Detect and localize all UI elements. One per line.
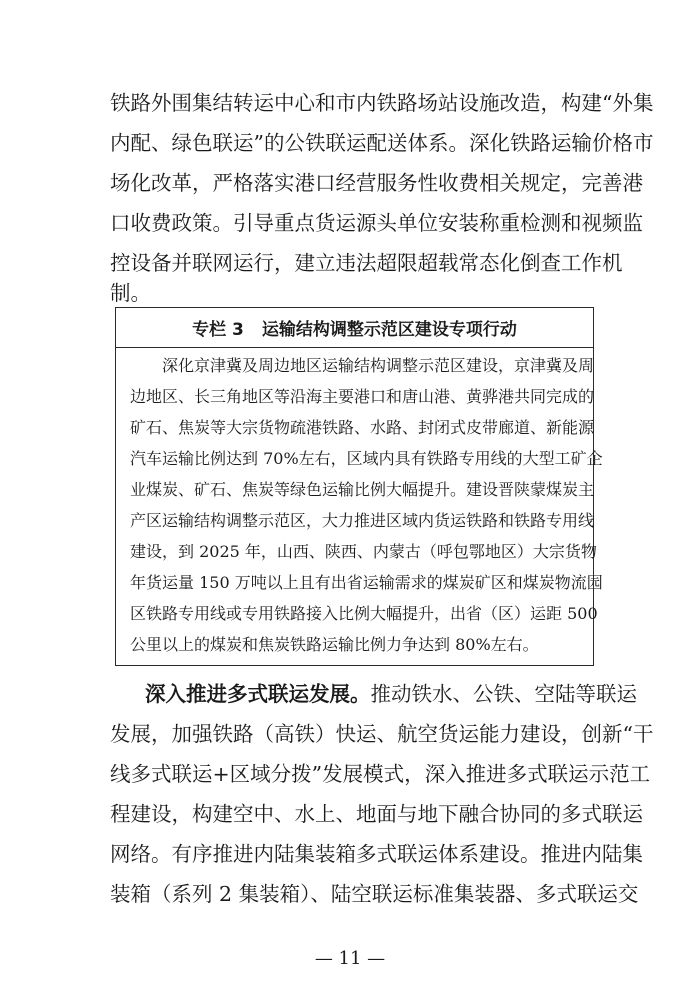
box-line: 产区运输结构调整示范区，大力推进区域内货运铁路和铁路专用线 (130, 511, 595, 530)
box-line: 公里以上的煤炭和焦炭铁路运输比例力争达到 80%左右。 (130, 635, 539, 654)
paragraph-line: 程建设，构建空中、水上、地面与地下融合协同的多式联运 (110, 802, 643, 826)
paragraph-line: 线多式联运+区域分拨”发展模式，深入推进多式联运示范工 (110, 762, 651, 786)
paragraph-line: 装箱（系列 2 集装箱）、陆空联运标准集装器、多式联运交 (110, 882, 639, 906)
special-column-box (115, 307, 603, 666)
box-line: 深化京津冀及周边地区运输结构调整示范区建设，京津冀及周 (162, 356, 595, 375)
box-line: 汽车运输比例达到 70%左右，区域内具有铁路专用线的大型工矿企 (130, 449, 603, 468)
box-line: 矿石、焦炭等大宗货物疏港铁路、水路、封闭式皮带廊道、新能源 (130, 418, 595, 437)
paragraph-line: 场化改革，严格落实港口经营服务性收费相关规定，完善港 (110, 171, 643, 195)
box-line: 建设，到 2025 年，山西、陕西、内蒙古（呼包鄂地区）大宗货物 (130, 542, 597, 561)
box-line: 业煤炭、矿石、焦炭等绿色运输比例大幅提升。建设晋陕蒙煤炭主 (130, 480, 595, 499)
paragraph-line: 制。 (110, 281, 151, 305)
paragraph-line: 内配、绿色联运”的公铁联运配送体系。深化铁路运输价格市 (110, 131, 654, 155)
paragraph-line (145, 682, 637, 706)
box-title: 运输结构调整示范区建设专项行动 (261, 320, 517, 340)
box-line: 年货运量 150 万吨以上且有出省运输需求的煤炭矿区和煤炭物流园 (130, 573, 603, 592)
box-line: 边地区、长三角地区等沿海主要港口和唐山港、黄骅港共同完成的 (130, 387, 595, 406)
paragraph-line: 网络。有序推进内陆集装箱多式联运体系建设。推进内陆集 (110, 842, 643, 866)
paragraph-line: 发展，加强铁路（高铁）快运、航空货运能力建设，创新“干 (110, 722, 654, 746)
page-number: — 11 — (314, 948, 386, 969)
paragraph-heading: 深入推进多式联运发展。 (145, 682, 371, 706)
paragraph-text: 推动铁水、公铁、空陆等联运 (370, 682, 637, 706)
paragraph-line: 控设备并联网运行，建立违法超限超载常态化倒查工作机 (110, 251, 623, 275)
box-label: 专栏 3 (192, 320, 244, 340)
box-line: 区铁路专用线或专用铁路接入比例大幅提升，出省（区）运距 500 (130, 604, 598, 623)
paragraph-line: 口收费政策。引导重点货运源头单位安装称重检测和视频监 (110, 211, 643, 235)
box-header (116, 308, 593, 348)
paragraph-line: 铁路外围集结转运中心和市内铁路场站设施改造，构建“外集 (110, 91, 654, 115)
